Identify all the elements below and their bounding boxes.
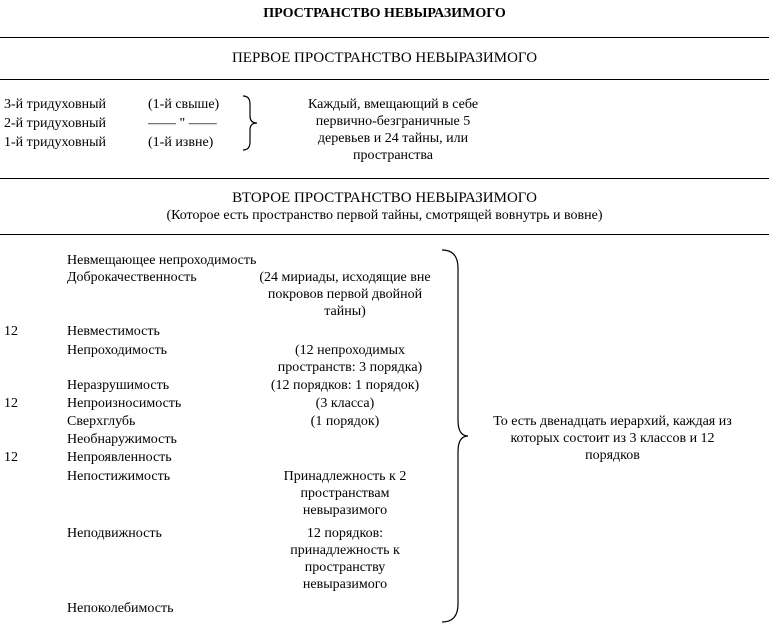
second-space-subtitle: (Которое есть пространство первой тайны, смотрящей вовнутрь и вовне): [166, 208, 603, 223]
space-name: Сверхглубь: [67, 414, 136, 429]
space-note: (1 порядок): [310, 414, 380, 429]
right-brace-icon: [240, 94, 262, 152]
first-space-row-label: 2-й тридуховный: [4, 116, 107, 131]
first-space-row-note: —— " ——: [148, 116, 217, 131]
divider: [0, 178, 769, 179]
space-name: Невмещающее непроходимость: [67, 253, 257, 268]
group-number: 12: [4, 450, 18, 465]
hierarchy-summary: То есть двенадцать иерархий, каждая из которых состоит из 3 классов и 12 порядков: [493, 414, 732, 463]
group-number: 12: [4, 396, 18, 411]
group-number: 12: [4, 324, 18, 339]
first-space-title: ПЕРВОЕ ПРОСТРАНСТВО НЕВЫРАЗИМОГО: [231, 50, 538, 66]
space-name: Непроявленность: [67, 450, 172, 465]
space-name: Невместимость: [67, 324, 160, 339]
space-name: Неподвижность: [67, 526, 162, 541]
space-note: (3 класса): [315, 396, 375, 411]
space-name: Непостижимость: [67, 469, 171, 484]
space-name: Непроизносимость: [67, 396, 182, 411]
first-space-description: Каждый, вмещающий в себе первично-безграничные 5 деревьев и 24 тайны, или пространства: [307, 97, 479, 163]
space-name: Необнаружимость: [67, 432, 177, 447]
space-note: 12 порядков: принадлежность к пространству невыразимого: [290, 526, 400, 592]
first-space-row-note: (1-й извне): [148, 135, 214, 150]
divider: [0, 37, 769, 38]
main-title: ПРОСТРАНСТВО НЕВЫРАЗИМОГО: [263, 6, 506, 21]
right-brace-icon: [438, 248, 472, 624]
space-name: Неразрушимость: [67, 378, 170, 393]
first-space-row-label: 3-й тридуховный: [4, 97, 107, 112]
space-name: Доброкачественность: [67, 270, 197, 285]
space-note: Принадлежность к 2 пространствам невыразимого: [283, 469, 407, 518]
space-note: (12 непроходимых пространств: 3 порядка): [277, 343, 423, 375]
second-space-title: ВТОРОЕ ПРОСТРАНСТВО НЕВЫРАЗИМОГО: [232, 190, 537, 206]
divider: [0, 79, 769, 80]
first-space-row-label: 1-й тридуховный: [4, 135, 107, 150]
space-note: (12 порядков: 1 порядок): [270, 378, 420, 393]
first-space-row-note: (1-й свыше): [148, 97, 220, 112]
space-name: Непроходимость: [67, 343, 168, 358]
divider: [0, 234, 769, 235]
space-note: (24 мириады, исходящие вне покровов первой двойной тайны): [259, 270, 431, 319]
space-name: Непоколебимость: [67, 601, 174, 616]
